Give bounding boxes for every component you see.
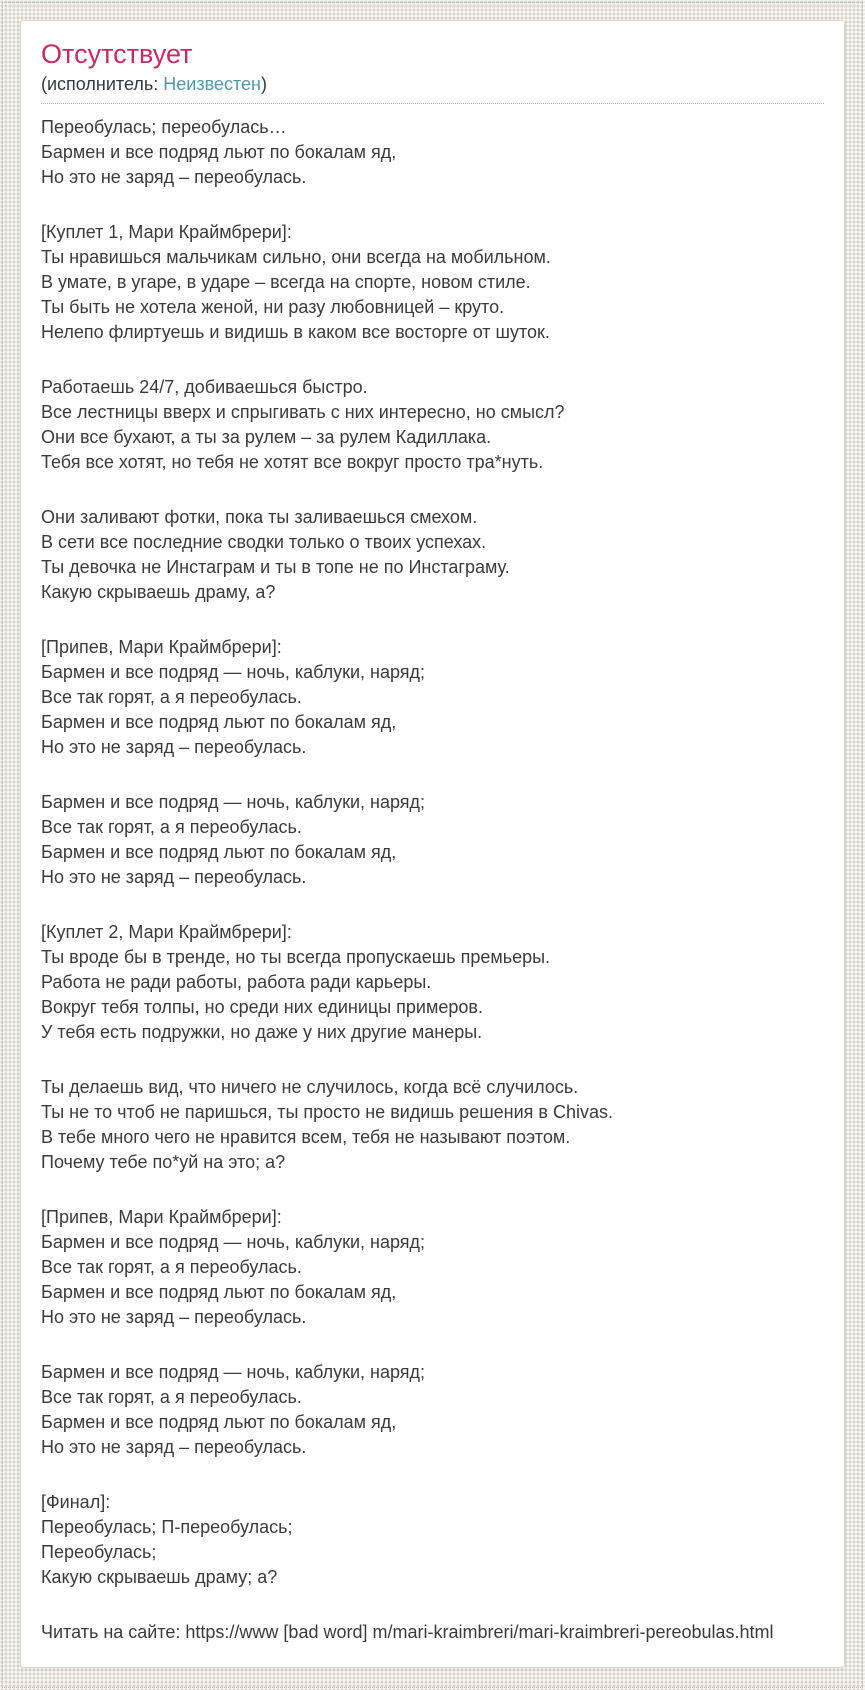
lyrics-card — [20, 20, 845, 1668]
artist-line — [41, 73, 824, 96]
lyric-line: Все так горят, а я переобулась. — [41, 816, 302, 837]
lyric-line: Нелепо флиртуешь и видишь в каком все восторге от шуток. — [41, 321, 550, 342]
lyric-line: Ты девочка не Инстаграм и ты в топе не по Инстаграму. — [41, 556, 510, 577]
lyric-line: Вокруг тебя толпы, но среди них единицы примеров. — [41, 996, 483, 1017]
lyric-line: Бармен и все подряд льют по бокалам яд, — [41, 711, 397, 732]
stanza — [41, 115, 824, 190]
artist-suffix: ) — [260, 74, 267, 95]
lyric-line: Почему тебе по*уй на это; а? — [41, 1151, 286, 1172]
stanza — [41, 790, 824, 890]
lyric-line: Они заливают фотки, пока ты заливаешься смехом. — [41, 506, 478, 527]
lyric-line: Тебя все хотят, но тебя не хотят все вокруг просто тра*нуть. — [41, 451, 544, 472]
lyric-line: [Куплет 2, Мари Краймбрери]: — [41, 921, 292, 942]
lyric-line: В умате, в угаре, в ударе – всегда на спорте, новом стиле. — [41, 271, 531, 292]
lyric-line: Работаешь 24/7, добиваешься быстро. — [41, 376, 368, 397]
lyric-line: Переобулась; — [41, 1541, 157, 1562]
lyric-line: Все так горят, а я переобулась. — [41, 1386, 302, 1407]
lyric-line: Какую скрываешь драму; а? — [41, 1566, 278, 1587]
lyric-line: [Припев, Мари Краймбрери]: — [41, 1206, 282, 1227]
artist-prefix: (исполнитель: — [41, 74, 164, 95]
lyric-line: Переобулась; П-переобулась; — [41, 1516, 293, 1537]
lyric-line: У тебя есть подружки, но даже у них другие манеры. — [41, 1021, 483, 1042]
lyric-line: Бармен и все подряд льют по бокалам яд, — [41, 141, 397, 162]
stanza — [41, 375, 824, 475]
lyric-line: [Куплет 1, Мари Краймбрери]: — [41, 221, 292, 242]
lyric-line: Ты вроде бы в тренде, но ты всегда пропускаешь премьеры. — [41, 946, 551, 967]
lyric-line: В сети все последние сводки только о твоих успехах. — [41, 531, 487, 552]
lyric-line: Но это не заряд – переобулась. — [41, 866, 307, 887]
lyric-line: Но это не заряд – переобулась. — [41, 166, 307, 187]
page-title[interactable]: Отсутствует — [41, 39, 193, 69]
lyric-line: Ты не то чтоб не паришься, ты просто не видишь решения в Chivas. — [41, 1101, 613, 1122]
lyrics — [41, 104, 824, 1590]
lyric-line: [Припев, Мари Краймбрери]: — [41, 636, 282, 657]
lyric-line: Ты делаешь вид, что ничего не случилось, когда всё случилось. — [41, 1076, 579, 1097]
stanza — [41, 920, 824, 1045]
lyric-line: Но это не заряд – переобулась. — [41, 1306, 307, 1327]
stanza — [41, 505, 824, 605]
lyric-line: Какую скрываешь драму, а? — [41, 581, 276, 602]
artist-link[interactable]: Неизвестен — [163, 74, 261, 95]
stanza — [41, 1360, 824, 1460]
lyric-line: В тебе много чего не нравится всем, тебя не называют поэтом. — [41, 1126, 571, 1147]
stanza — [41, 1075, 824, 1175]
lyric-line: [Финал]: — [41, 1491, 111, 1512]
stanza — [41, 635, 824, 760]
lyric-line: Переобулась; переобулась… — [41, 116, 287, 137]
lyric-line: Бармен и все подряд — ночь, каблуки, наряд; — [41, 791, 426, 812]
lyric-line: Они все бухают, а ты за рулем – за рулем Кадиллака. — [41, 426, 492, 447]
read-on-site-line: Читать на сайте: https://www [bad word] m/mari-kraimbreri/mari-kraimbreri-pereobulas.html — [41, 1621, 774, 1642]
lyric-line: Все так горят, а я переобулась. — [41, 686, 302, 707]
lyric-line: Бармен и все подряд — ночь, каблуки, наряд; — [41, 1231, 426, 1252]
lyric-line: Ты быть не хотела женой, ни разу любовницей – круто. — [41, 296, 505, 317]
lyric-line: Но это не заряд – переобулась. — [41, 736, 307, 757]
lyric-line: Но это не заряд – переобулась. — [41, 1436, 307, 1457]
song-header — [41, 39, 824, 104]
lyric-line: Все так горят, а я переобулась. — [41, 1256, 302, 1277]
lyric-line: Бармен и все подряд льют по бокалам яд, — [41, 1411, 397, 1432]
lyric-line: Бармен и все подряд — ночь, каблуки, наряд; — [41, 661, 426, 682]
lyric-line: Бармен и все подряд льют по бокалам яд, — [41, 841, 397, 862]
lyric-line: Бармен и все подряд — ночь, каблуки, наряд; — [41, 1361, 426, 1382]
stanza — [41, 220, 824, 345]
stanza — [41, 1205, 824, 1330]
lyric-line: Ты нравишься мальчикам сильно, они всегда на мобильном. — [41, 246, 551, 267]
lyric-line: Работа не ради работы, работа ради карьеры. — [41, 971, 432, 992]
lyric-line: Все лестницы вверх и спрыгивать с них интересно, но смысл? — [41, 401, 565, 422]
stanza — [41, 1490, 824, 1590]
lyric-line: Бармен и все подряд льют по бокалам яд, — [41, 1281, 397, 1302]
